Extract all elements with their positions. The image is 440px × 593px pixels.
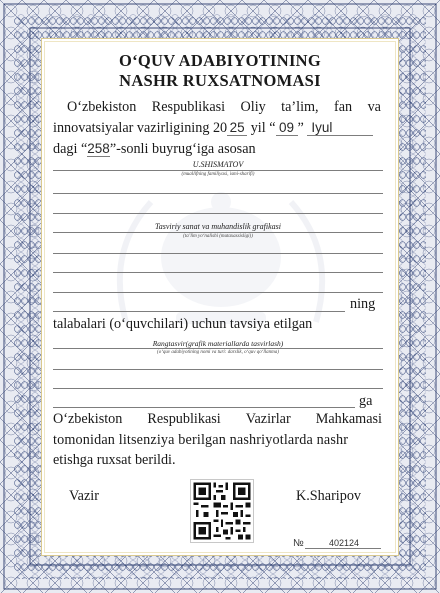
basis-line-3: dagi “258”-sonli buyrug‘iga asosan bbox=[53, 141, 256, 157]
author-name: U.SHISMATOV bbox=[192, 160, 244, 169]
serial-number: 402124 bbox=[329, 538, 360, 548]
month-field: Iyul bbox=[307, 120, 373, 136]
order-number-field: 258 bbox=[87, 141, 110, 156]
blank-rule-7 bbox=[53, 369, 383, 370]
year-field: 25 bbox=[227, 120, 247, 136]
field-rule bbox=[53, 232, 383, 233]
title-line-2: NASHR RUXSATNOMASI bbox=[119, 71, 321, 90]
author-caption: (muallifning familiyasi, ismi-sharifi) bbox=[181, 172, 255, 177]
title-line-1: O‘QUV ADABIYOTINING bbox=[118, 51, 322, 70]
signatory-position: Vazir bbox=[69, 488, 99, 504]
state-emblem-watermark bbox=[96, 162, 346, 342]
blank-rule-8 bbox=[53, 388, 383, 389]
qr-code-icon bbox=[190, 479, 254, 543]
textbook-title: Rangtasvir(grafik materiallarda tasvirlash) bbox=[152, 339, 284, 348]
blank-rule-2 bbox=[53, 213, 383, 214]
field-caption: (ta’lim yo‘nalishi (mutaxassisligi)) bbox=[183, 234, 253, 239]
publish-line-1: O‘zbekiston Respublikasi Vazirlar Mahkamasi bbox=[53, 411, 382, 427]
students-line: talabalari (o‘quvchilari) uchun tavsiya etilgan bbox=[53, 316, 313, 332]
blank-rule-6 bbox=[53, 311, 345, 312]
author-rule bbox=[53, 170, 383, 171]
basis-line-2: innovatsiyalar vazirligining 20 25 yil “ 09 ” Iyul bbox=[53, 120, 373, 137]
blank-rule-1 bbox=[53, 193, 383, 194]
serial-rule bbox=[305, 548, 381, 549]
blank-rule-4 bbox=[53, 272, 383, 273]
serial-number-symbol: № bbox=[293, 538, 304, 549]
field-of-study: Tasviriy sanat va muhandislik grafikasi bbox=[155, 222, 281, 231]
day-field: 09 bbox=[276, 120, 298, 136]
blank-rule-5 bbox=[53, 292, 383, 293]
signatory-name: K.Sharipov bbox=[296, 488, 362, 504]
ning-suffix: ning bbox=[350, 296, 376, 312]
publish-line-2: tomonidan litsenziya berilgan nashriyotlarda nashr bbox=[53, 432, 349, 448]
textbook-caption: (o‘quv adabiyotining nomi va turi: darslik, o‘quv qo‘llanma) bbox=[157, 350, 279, 355]
publish-line-3: etishga ruxsat berildi. bbox=[53, 452, 176, 468]
textbook-rule bbox=[53, 348, 383, 349]
basis-line-1: O‘zbekiston Respublikasi Oliy ta’lim, fan va bbox=[67, 99, 381, 115]
blank-rule-9 bbox=[53, 407, 355, 408]
blank-rule-3 bbox=[53, 253, 383, 254]
ga-suffix: ga bbox=[359, 393, 373, 409]
